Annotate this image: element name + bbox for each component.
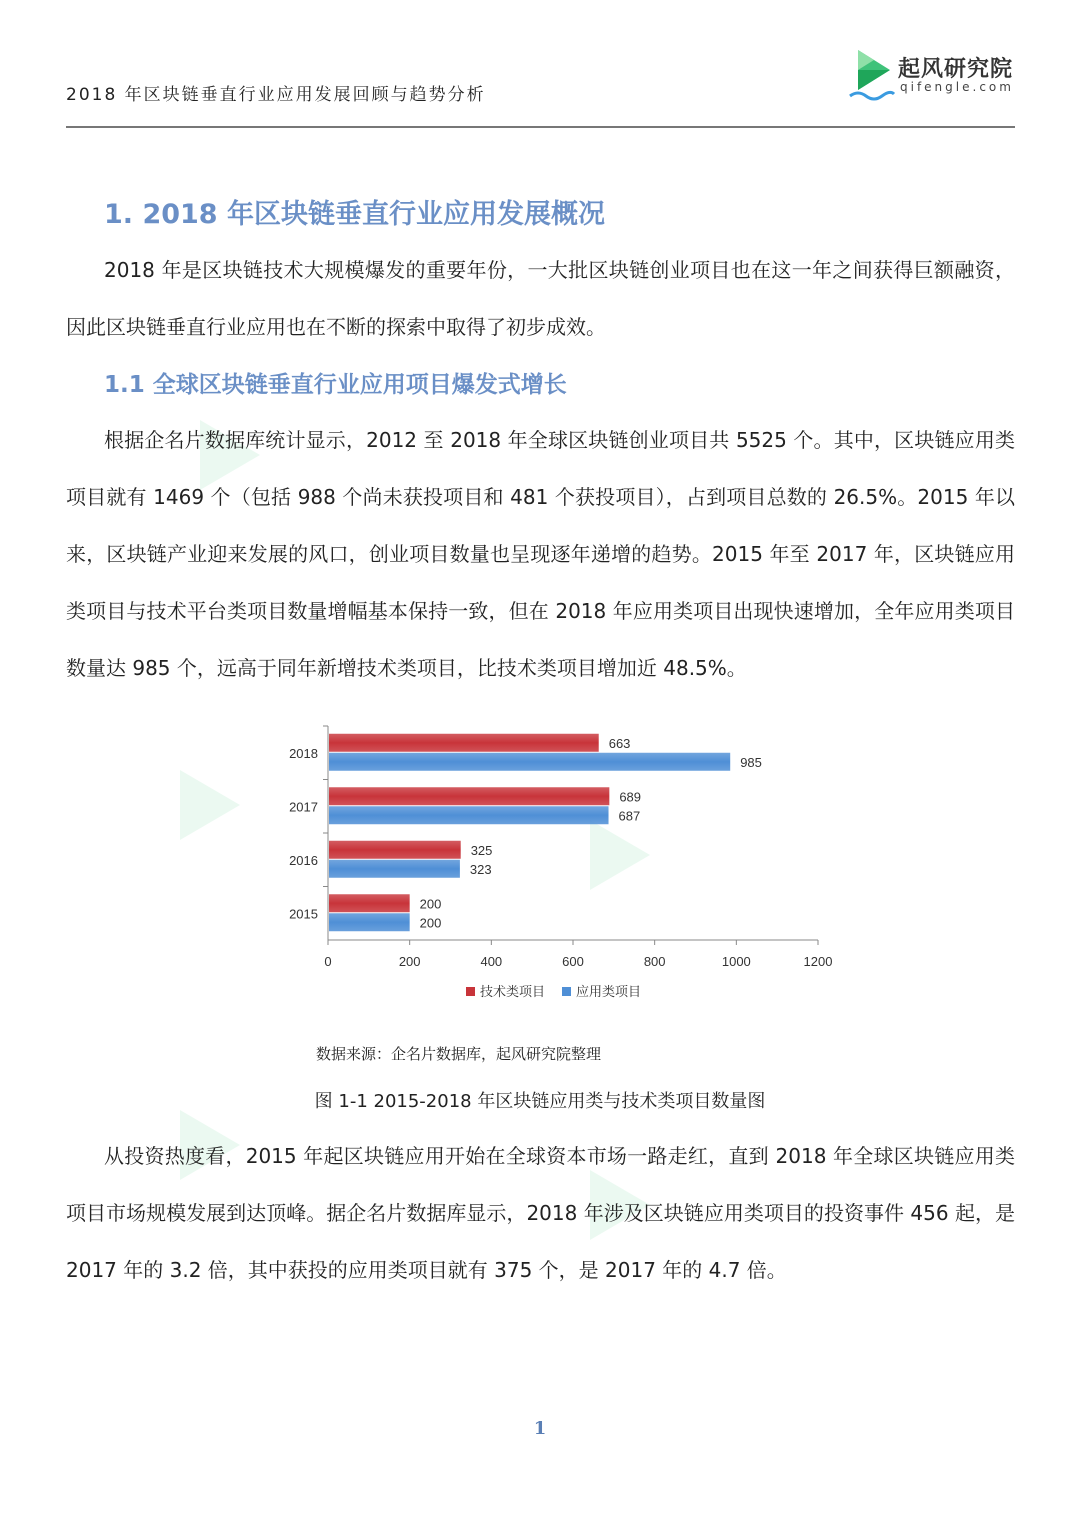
legend-label: 技术类项目	[480, 984, 546, 999]
intro-paragraph: 2018 年是区块链技术大规模爆发的重要年份，一大批区块链创业项目也在这一年之间获得巨额融资，因此区块链垂直行业应用也在不断的探索中取得了初步成效。	[66, 258, 1015, 339]
y-category-label: 2015	[289, 906, 318, 922]
data-label: 663	[608, 735, 631, 751]
section-heading: 1. 2018 年区块链垂直行业应用发展概况	[104, 199, 605, 230]
document-header-title: 2018 年区块链垂直行业应用发展回顾与趋势分析	[66, 85, 486, 105]
x-tick-label: 600	[562, 954, 584, 969]
figure-caption: 图 1-1 2015-2018 年区块链应用类与技术类项目数量图	[314, 1091, 766, 1112]
data-label: 323	[469, 861, 492, 877]
bar-chart	[270, 720, 850, 1020]
x-tick-label: 1200	[803, 954, 833, 969]
logo	[848, 44, 1018, 104]
x-tick-label: 200	[398, 954, 421, 969]
bar	[329, 787, 609, 805]
body-paragraph-2: 从投资热度看，2015 年起区块链应用开始在全球资本市场一路走红，直到 2018 年全球区块链应用类项目市场规模发展到达顶峰。据企名片数据库显示，2018 年涉及区块链应用类项目的投资事件 456 起，是 2017 年的 3.2 倍，其中获投的应用类项目就有 375 个，是 2017 年的 4.7 倍。	[66, 1144, 1015, 1282]
logo-name: 起风研究院	[898, 57, 1014, 82]
bar	[329, 913, 410, 931]
logo-icon	[848, 46, 896, 102]
legend-label: 应用类项目	[576, 984, 642, 999]
header-divider	[66, 126, 1015, 128]
data-label: 200	[419, 915, 442, 931]
logo-url: qifengle.com	[900, 80, 1014, 94]
bar	[329, 894, 410, 912]
legend-swatch	[466, 987, 475, 996]
bar	[329, 734, 599, 752]
data-label: 985	[740, 754, 762, 770]
x-tick-label: 400	[480, 954, 503, 969]
subsection-heading: 1.1 全球区块链垂直行业应用项目爆发式增长	[104, 372, 567, 398]
bar	[329, 860, 460, 878]
page-number: 1	[533, 1418, 547, 1439]
body-paragraph-1: 根据企名片数据库统计显示，2012 至 2018 年全球区块链创业项目共 5525 个。其中，区块链应用类项目就有 1469 个（包括 988 个尚未获投项目和 481 个获投项目），占到项目总数的 26.5%。2015 年以来，区块链产业迎来发展的风口，创业项目数量也呈现逐年递增的趋势。2015 年至 2017 年，区块链应用类项目与技术平台类项目数量增幅基本保持一致，但在 2018 年应用类项目出现快速增加，全年应用类项目数量达 985 个，远高于同年新增技术类项目，比技术类项目增加近 48.5%。	[66, 428, 1015, 680]
y-category-label: 2017	[289, 799, 318, 815]
x-tick-label: 1000	[721, 954, 751, 969]
bar	[329, 806, 609, 824]
y-category-label: 2018	[289, 745, 318, 761]
data-label: 689	[619, 789, 642, 805]
bar	[329, 841, 461, 859]
x-tick-label: 0	[324, 954, 332, 969]
legend-swatch	[562, 987, 571, 996]
y-category-label: 2016	[289, 852, 318, 868]
data-label: 200	[419, 896, 442, 912]
bar	[329, 753, 730, 771]
x-tick-label: 800	[643, 954, 666, 969]
data-label: 687	[618, 808, 641, 824]
figure-source: 数据来源：企名片数据库，起风研究院整理	[316, 1045, 602, 1063]
data-label: 325	[470, 842, 493, 858]
